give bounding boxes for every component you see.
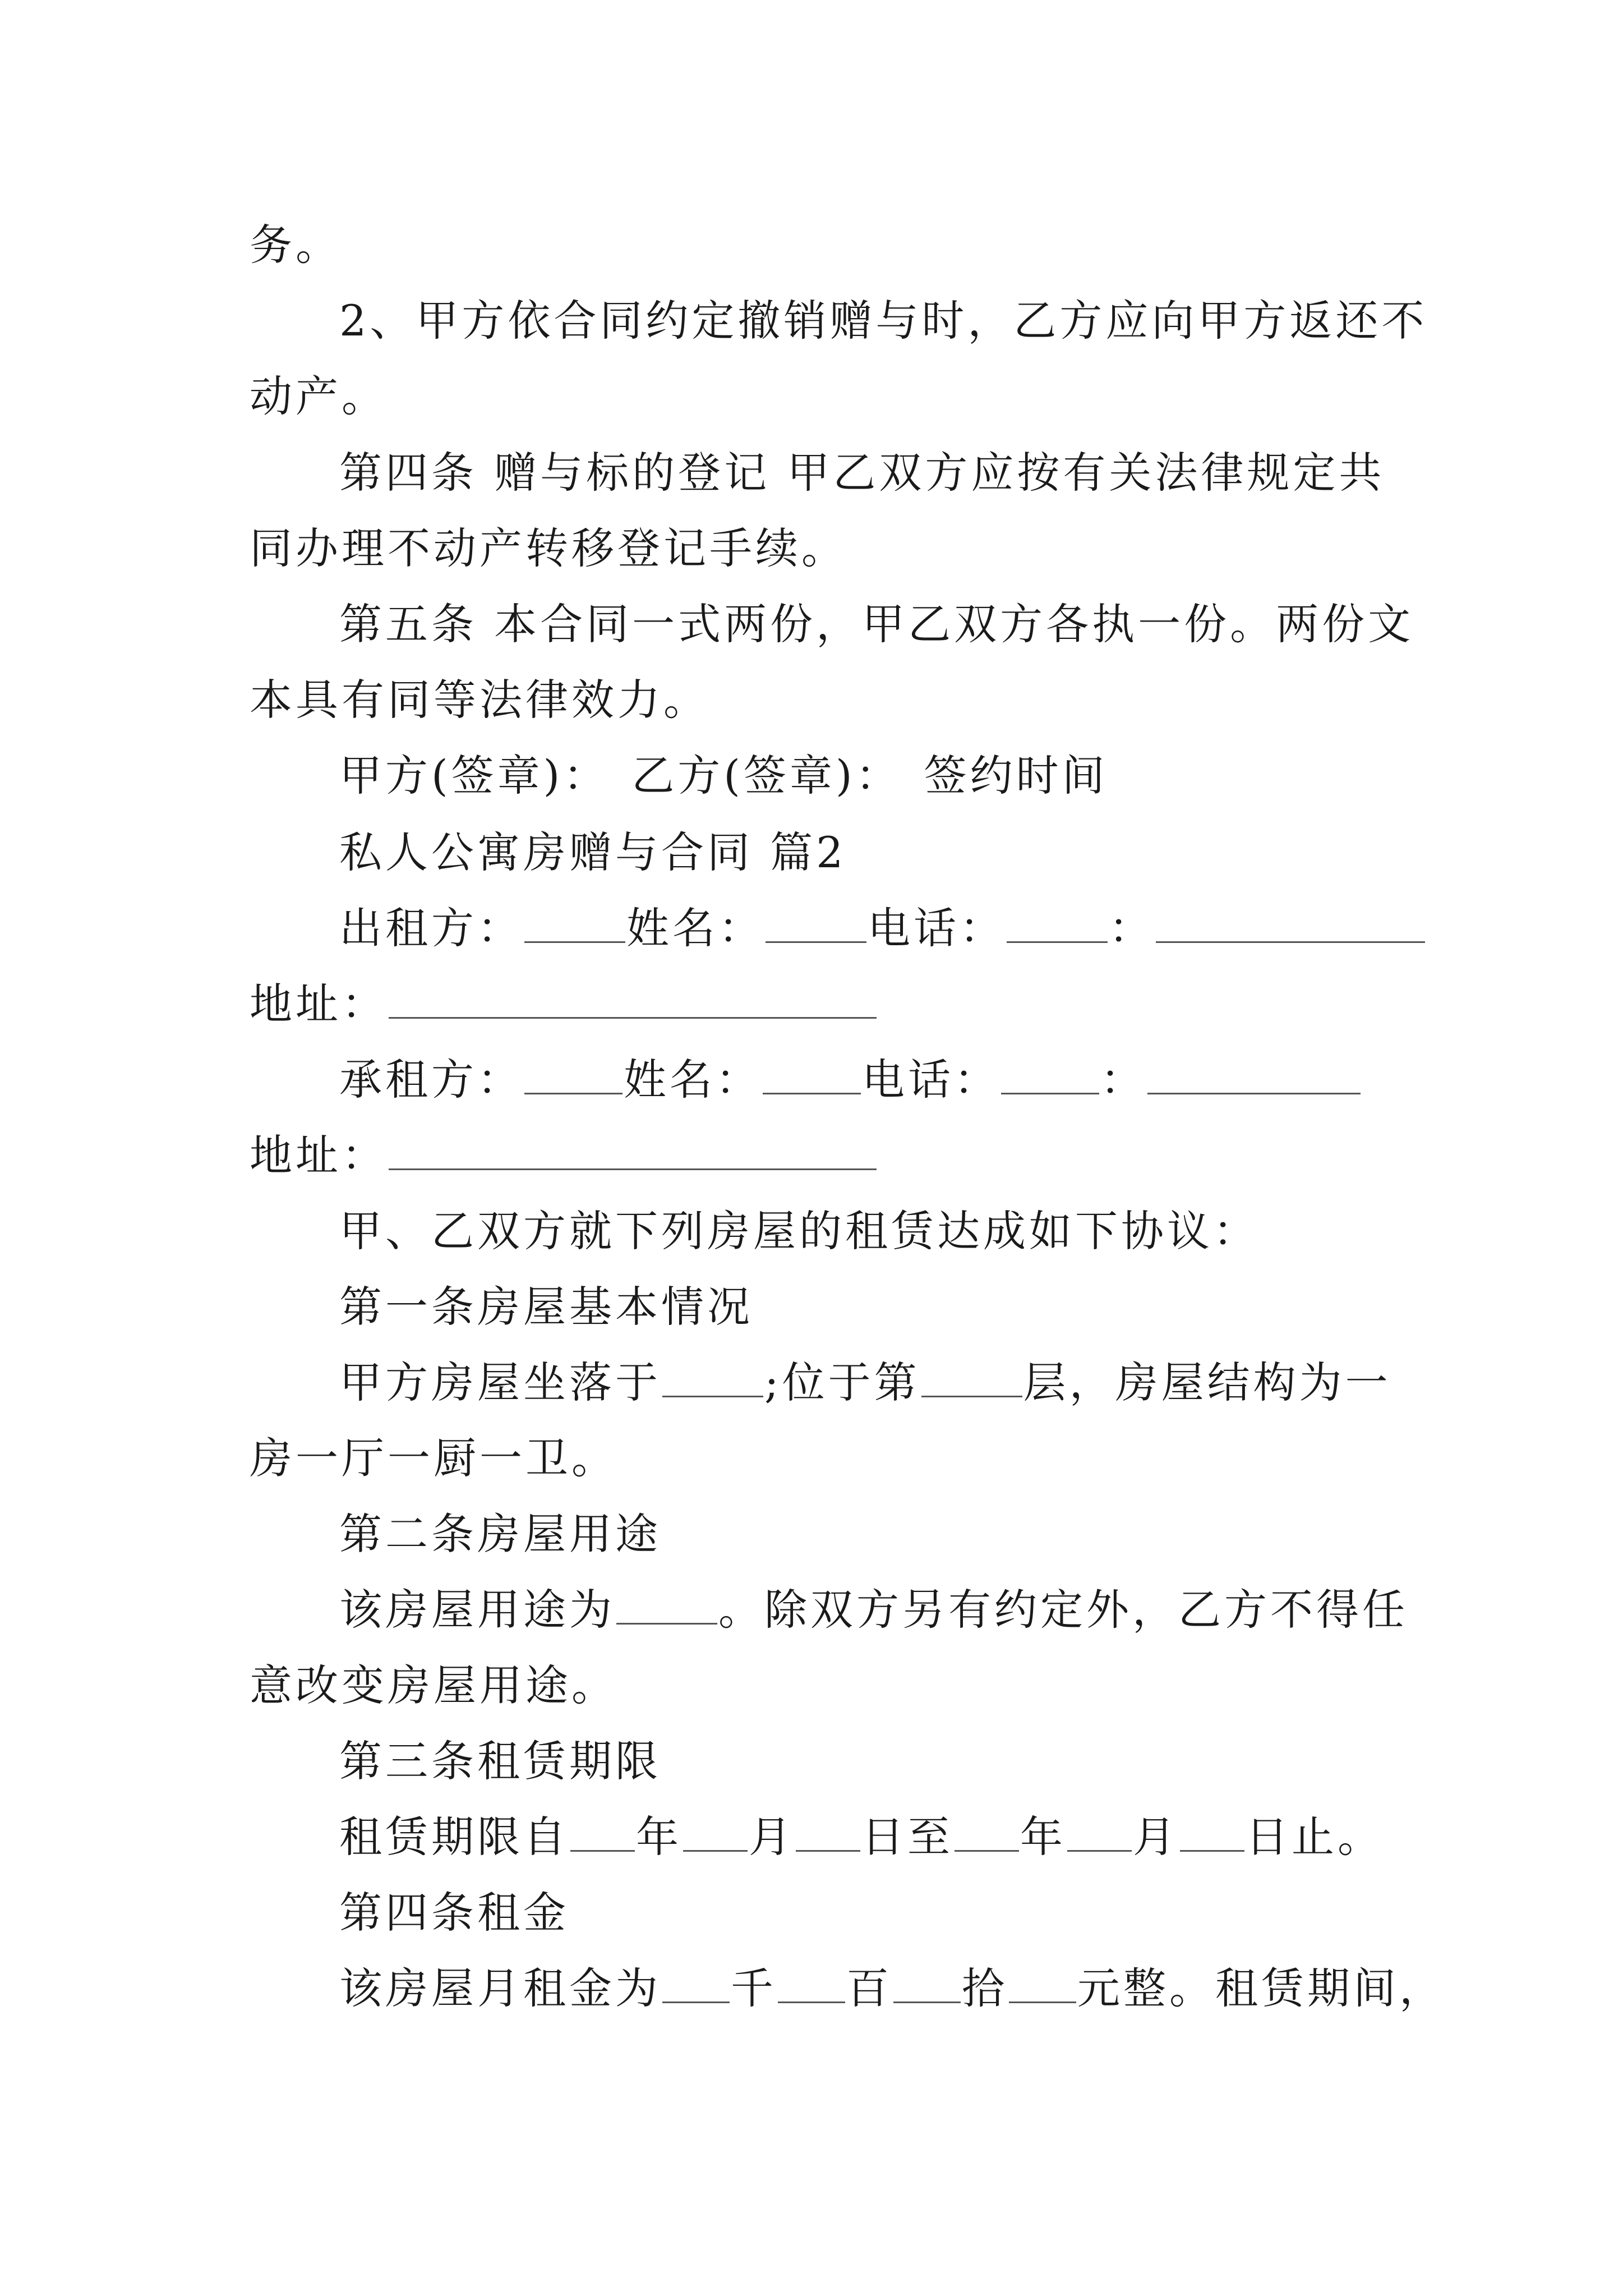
text-segment: 。除双方另有约定外，乙方不得任	[718, 1585, 1408, 1635]
text-segment: 姓名：	[624, 1055, 762, 1105]
blank-field	[893, 1962, 961, 2003]
text-segment: 甲方房屋坐落于	[339, 1358, 661, 1407]
text-segment: ：	[1100, 1055, 1146, 1105]
blank-field	[616, 1584, 717, 1625]
text-segment: 出租方：	[339, 903, 523, 953]
blank-field	[1067, 1811, 1132, 1852]
text-line	[250, 1430, 617, 1487]
text-segment: 第五条 本合同一式两份，甲乙双方各执一份。两份文	[339, 599, 1414, 649]
text-segment: 日止。	[1246, 1812, 1384, 1862]
blank-field	[921, 1356, 1022, 1397]
text-line	[250, 369, 388, 425]
text-line	[250, 1658, 617, 1714]
text-segment: 第四条 赠与标的登记 甲乙双方应按有关法律规定共	[339, 448, 1385, 498]
blank-field	[570, 1811, 635, 1852]
text-segment: 地址：	[250, 979, 388, 1029]
text-segment: 务。	[250, 220, 342, 270]
article-heading	[339, 1733, 661, 1789]
text-line	[339, 1355, 1391, 1411]
text-segment: 租赁期限自	[339, 1812, 569, 1862]
signature-line	[339, 748, 1108, 804]
blank-field	[389, 1129, 877, 1170]
text-segment: 该房屋用途为	[339, 1585, 615, 1635]
blank-field	[778, 1962, 845, 2003]
text-segment: 拾	[962, 1963, 1008, 2013]
text-segment: 动产。	[250, 371, 388, 421]
text-segment: 电话：	[868, 903, 1006, 953]
rent-line	[339, 1961, 1445, 2017]
text-segment: ;位于第	[764, 1358, 920, 1407]
blank-field	[1007, 902, 1108, 943]
text-segment: 2、甲方依合同约定撤销赠与时，乙方应向甲方返还不	[339, 296, 1428, 346]
section-heading	[339, 825, 847, 881]
blank-field	[524, 902, 625, 943]
text-segment: ：	[1109, 903, 1155, 953]
lease-term-line	[339, 1809, 1384, 1865]
lessor-address-line	[250, 976, 878, 1032]
party-a-signature-label: 甲方(签章)：	[339, 751, 610, 800]
text-line	[250, 217, 342, 273]
text-segment: 姓名：	[626, 903, 764, 953]
party-b-signature-label: 乙方(签章)：	[631, 751, 902, 800]
blank-field	[1147, 1053, 1361, 1094]
blank-field	[662, 1962, 730, 2003]
blank-field	[763, 1053, 861, 1094]
text-segment: 电话：	[862, 1055, 1000, 1105]
signing-date-label: 签约时间	[924, 751, 1108, 800]
text-segment: 第二条房屋用途	[339, 1509, 661, 1559]
text-segment: 该房屋月租金为	[339, 1963, 661, 2013]
text-segment: 第四条租金	[339, 1888, 569, 1938]
blank-field	[683, 1811, 748, 1852]
lessee-line	[339, 1052, 1362, 1108]
blank-field	[662, 1356, 763, 1397]
text-segment: 第一条房屋基本情况	[339, 1282, 753, 1332]
text-line	[250, 672, 709, 728]
text-segment: 地址：	[250, 1130, 388, 1180]
text-segment: 百	[846, 1963, 892, 2013]
text-segment: 年	[636, 1812, 682, 1862]
blank-field	[524, 1053, 623, 1094]
text-segment: 年	[1020, 1812, 1066, 1862]
blank-field	[1180, 1811, 1244, 1852]
blank-field	[1009, 1962, 1076, 2003]
text-line	[339, 293, 1427, 349]
text-segment: 月	[749, 1812, 795, 1862]
lessor-line	[339, 900, 1426, 956]
text-segment: 日至	[861, 1812, 953, 1862]
blank-field	[1156, 902, 1425, 943]
article-heading	[339, 1885, 569, 1941]
blank-field	[1001, 1053, 1099, 1094]
text-line	[339, 1203, 1259, 1259]
text-line	[339, 596, 1414, 652]
text-segment: 私人公寓房赠与合同 篇2	[339, 827, 847, 877]
text-line	[250, 521, 847, 577]
text-segment: 甲、乙双方就下列房屋的租赁达成如下协议：	[339, 1206, 1259, 1256]
blank-field	[796, 1811, 860, 1852]
text-segment: 层，房屋结构为一	[1023, 1358, 1391, 1407]
text-segment: 本具有同等法律效力。	[250, 675, 709, 725]
text-segment: 承租方：	[339, 1055, 523, 1105]
text-segment: 元整。租赁期间，	[1077, 1963, 1445, 2013]
blank-field	[766, 902, 866, 943]
blank-field	[955, 1811, 1019, 1852]
blank-field	[389, 978, 877, 1019]
text-line	[339, 1582, 1408, 1638]
text-segment: 第三条租赁期限	[339, 1736, 661, 1786]
text-segment: 意改变房屋用途。	[250, 1660, 617, 1710]
article-heading	[339, 1279, 753, 1335]
text-line	[339, 445, 1385, 501]
text-segment: 同办理不动产转移登记手续。	[250, 523, 847, 573]
article-heading	[339, 1506, 661, 1562]
lessee-address-line	[250, 1128, 878, 1184]
text-segment: 月	[1133, 1812, 1179, 1862]
text-segment: 房一厅一厨一卫。	[250, 1433, 617, 1483]
text-segment: 千	[731, 1963, 777, 2013]
